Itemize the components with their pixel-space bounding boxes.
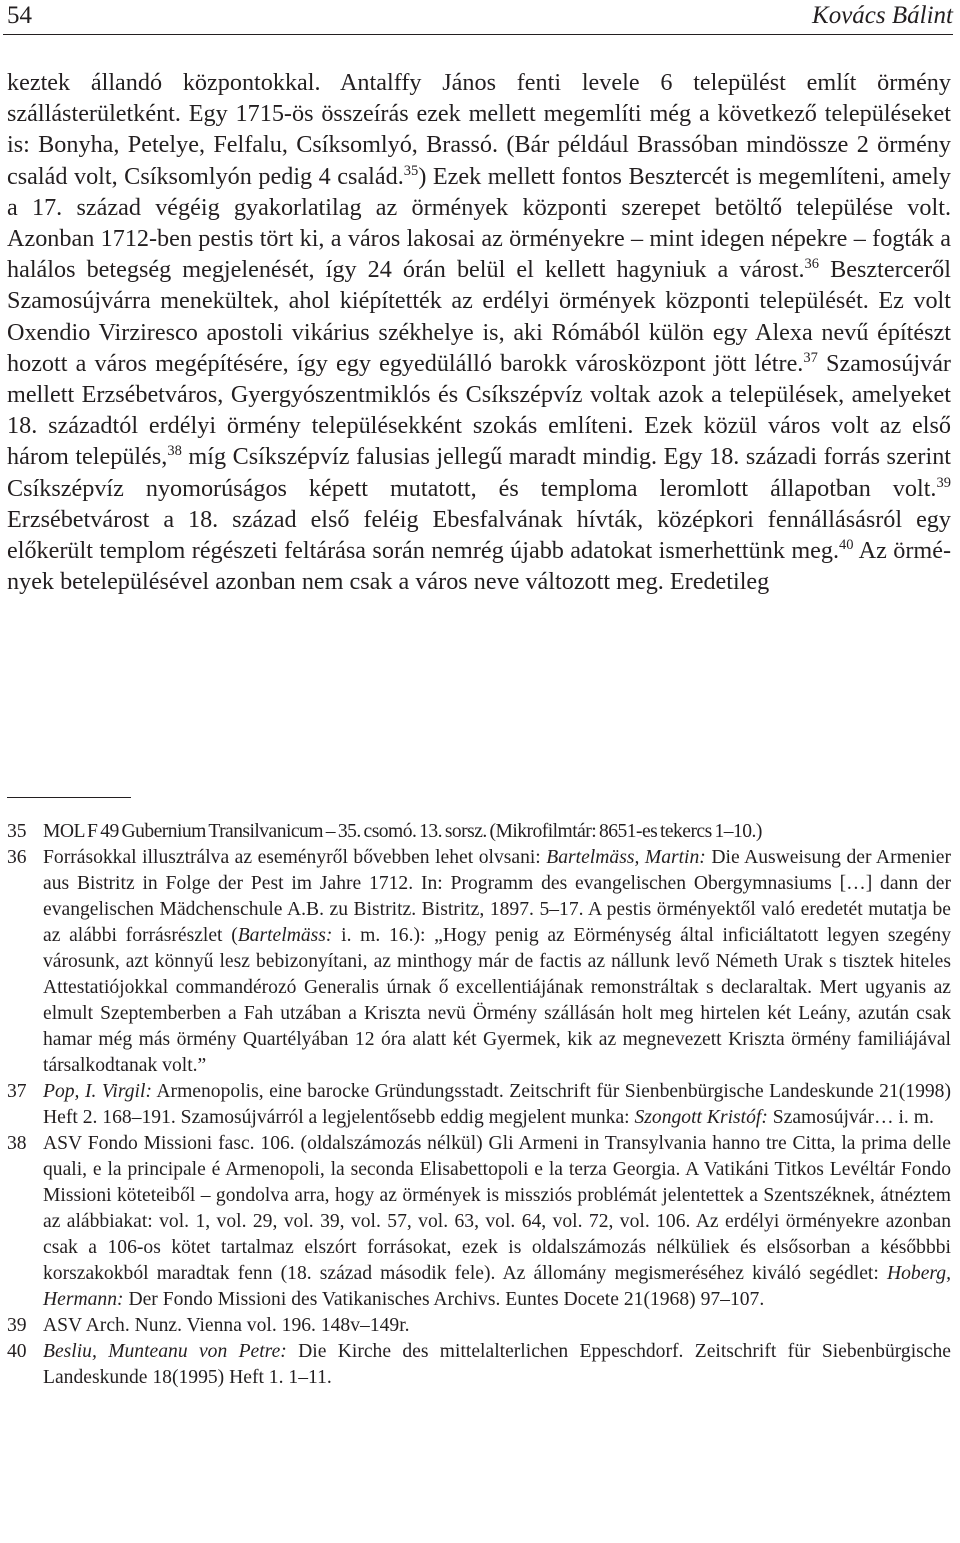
footnote-39 bbox=[7, 1313, 951, 1339]
author-name: Bartelmäss: bbox=[237, 925, 333, 946]
footnotes bbox=[7, 819, 951, 1391]
footnote-text bbox=[43, 845, 951, 1079]
footnote-ref-38[interactable]: 38 bbox=[167, 443, 182, 460]
footnote-separator bbox=[7, 797, 131, 798]
footnote-text-segment: Forrásokkal illusztrálva az eseményről bővebben lehet olvsani: bbox=[43, 847, 547, 868]
footnote-text-segment: Der Fondo Missioni des Vatikanisches Archivs. Euntes Docete 21(1968) 97–107. bbox=[123, 1289, 765, 1310]
footnote-text: MOL F 49 Gubernium Transilvanicum – 35. csomó. 13. sorsz. (Mikrofilmtár: 8651-es tekercs 1–10.) bbox=[43, 821, 762, 842]
author-name: Szongott Kristóf: bbox=[634, 1107, 768, 1128]
body-text-segment: Az örmények betelepülésével azonban nem csak a város neve változott meg. Eredetileg bbox=[7, 537, 951, 596]
body-text-segment: keztek állandó központokkal. Antalffy János fenti levele 6 települést említ örmény szállásterületként. Egy 1715-ös összeírás ezek mellett megemlíti még a következő településeket is: Bonyha, Petelye, Felfalu, Csíksomlyó, Brassó. (Bár például Brassóban mindössze 2 örmény család volt, Csíksomlyón pedig 4 család. bbox=[7, 69, 951, 190]
footnote-text bbox=[43, 1131, 951, 1313]
body-text-segment: Beszterceről Szamosújvárra menekültek, ahol kiépítették az erdélyi örmények központi települését. Ez volt Oxendio Virziresco apostoli vikárius székhelye is, aki Rómából külön egy Alexa nevű építészt hozott a város megépítésére, így egy egyedülálló barokk városközpont jött létre. bbox=[7, 256, 951, 377]
footnote-text-segment: Szamosújvár… i. m. bbox=[767, 1107, 934, 1128]
footnote-number: 36 bbox=[7, 847, 27, 868]
page-number: 54 bbox=[7, 2, 32, 29]
body-text-segment: Szamosújvár mellett Erzsébetváros, Gyergyószentmiklós és Csíkszépvíz voltak azok a települések, amelyeket 18. századtól erdélyi örmény településekként szokás említeni. Ezek közül város volt az első három település, bbox=[7, 349, 951, 471]
footnote-number: 37 bbox=[7, 1081, 27, 1102]
footnote-ref-40[interactable]: 40 bbox=[839, 537, 854, 554]
footnote-text-segment: Die Kirche des mittelalterlichen Eppeschdorf. Zeitschrift für Siebenbürgische Landeskunde 18(1995) Heft 1. 1–11. bbox=[43, 1341, 951, 1388]
footnote-text-segment: Armenopolis, eine barocke Gründungsstadt. Zeitschrift für Sienbenbürgische Landeskunde 21(1998) Heft 2. 168–191. Szamosújvárról a legjelentősebb eddig megjelent munka: bbox=[43, 1081, 951, 1128]
footnote-text: ASV Arch. Nunz. Vienna vol. 196. 148v–149r. bbox=[43, 1315, 410, 1336]
footnote-ref-37[interactable]: 37 bbox=[803, 349, 818, 366]
footnote-36 bbox=[7, 845, 951, 1079]
body-text-segment: ) Ezek mellett fontos Besztercét is megemlíteni, amely a 17. század végéig gyakorlatilag az örmények központi szerepet betöltő települése volt. Azonban 1712-ben pestis tört ki, a város lakosai az örményekre – mint idegen népekre – fogták a halálos betegség megjelenését, így 24 órán belül el kellett hagyniuk a várost. bbox=[7, 162, 951, 284]
footnote-38 bbox=[7, 1131, 951, 1313]
footnote-ref-35[interactable]: 35 bbox=[403, 162, 419, 179]
author-name: Bartelmäss, Martin: bbox=[546, 847, 706, 868]
footnote-ref-39[interactable]: 39 bbox=[936, 474, 951, 491]
body-text-segment: Erzsébetvárost a 18. század első feléig Ebesfalvának hívták, középkori fennállásásról egy előkerült templom régészeti feltárása során nemrég újabb adatokat ismerhettünk meg. bbox=[7, 505, 951, 565]
footnote-text-segment: Die Ausweisung der Armenier aus Bistritz in Folge der Pest im Jahre 1712. In: Programm des evangelischen Obergymnasiums […] dann der evangelischen Mädchenschule A.B. zu Bistritz. Bistritz, 1897. 5–17. A pestis örményektől való eredetét mutatja be az alábbi forrásrészlet ( bbox=[43, 847, 951, 946]
running-header bbox=[3, 0, 953, 35]
footnote-number: 35 bbox=[7, 821, 27, 842]
footnote-number: 40 bbox=[7, 1341, 27, 1362]
author-name: Pop, I. Virgil: bbox=[43, 1081, 152, 1102]
footnote-40 bbox=[7, 1339, 951, 1391]
running-head-author: Kovács Bálint bbox=[812, 2, 953, 29]
footnote-37 bbox=[7, 1079, 951, 1131]
footnote-text-segment: ASV Fondo Missioni fasc. 106. (oldalszámozás nélkül) Gli Armeni in Transylvania hanno tre Citta, la prima delle quali, e la principale é Armenopoli, la seconda Elisabettopoli e la terza Georgia. A Vatikáni Titkos Levéltár Fondo Missioni köteteiből – gondolva arra, hogy az örmények is missziós problémát jelentettek a Szentszéknek, átnéztem az alábbiakat: vol. 1, vol. 29, vol. 39, vol. 57, vol. 63, vol. 64, vol. 72, vol. 106. Az erdélyi örményekre azonban csak a 106-os kötet tartalmaz elszórt forrásokat, ezek is oldalszámozás nélküliek és elsősorban a későbbbi korszakokból maradtak fenn (18. század második fele). Az állomány megismeréséhez kiváló segédlet: bbox=[43, 1133, 951, 1284]
footnote-text bbox=[43, 1079, 951, 1131]
footnote-number: 39 bbox=[7, 1315, 27, 1336]
footnote-text bbox=[43, 1339, 951, 1391]
body-paragraph bbox=[7, 67, 951, 597]
author-name: Hoberg, Hermann: bbox=[43, 1263, 951, 1310]
footnote-ref-36[interactable]: 36 bbox=[804, 256, 820, 273]
footnote-text-segment: i. m. 16.): „Hogy penig az Eörménység által inficiáltatott legyen szegény városunk, azt könnyű lesz bebizonyítani, az minthogy már de factis az nállunk levő Németh Urak s tisztek hiteles Attestatiójokkal commandérozó Generalis úrnak ő excellentiájának remonstráltak s declaraltak. Mert ugyanis az elmult Szeptemberben a Fah utzában a Kriszta nevü Örmény szállásán holt meg hirtelen két Leány, azután csak hamar még más örmény Quartélyában 12 óra alatt két Gyermek, kik az megnevezett Kriszta örmény familiájával társalkodtanak volt.” bbox=[43, 925, 951, 1076]
author-name: Besliu, Munteanu von Petre: bbox=[43, 1341, 287, 1362]
footnote-number: 38 bbox=[7, 1133, 27, 1154]
footnote-35 bbox=[7, 819, 951, 845]
main-text bbox=[7, 67, 951, 597]
body-text-segment: míg Csíkszépvíz falusias jellegű maradt mindig. Egy 18. századi forrás szerint Csíkszépvíz nyomorúságos képett mutatott, és temploma leromlott állapotban volt. bbox=[7, 443, 952, 502]
